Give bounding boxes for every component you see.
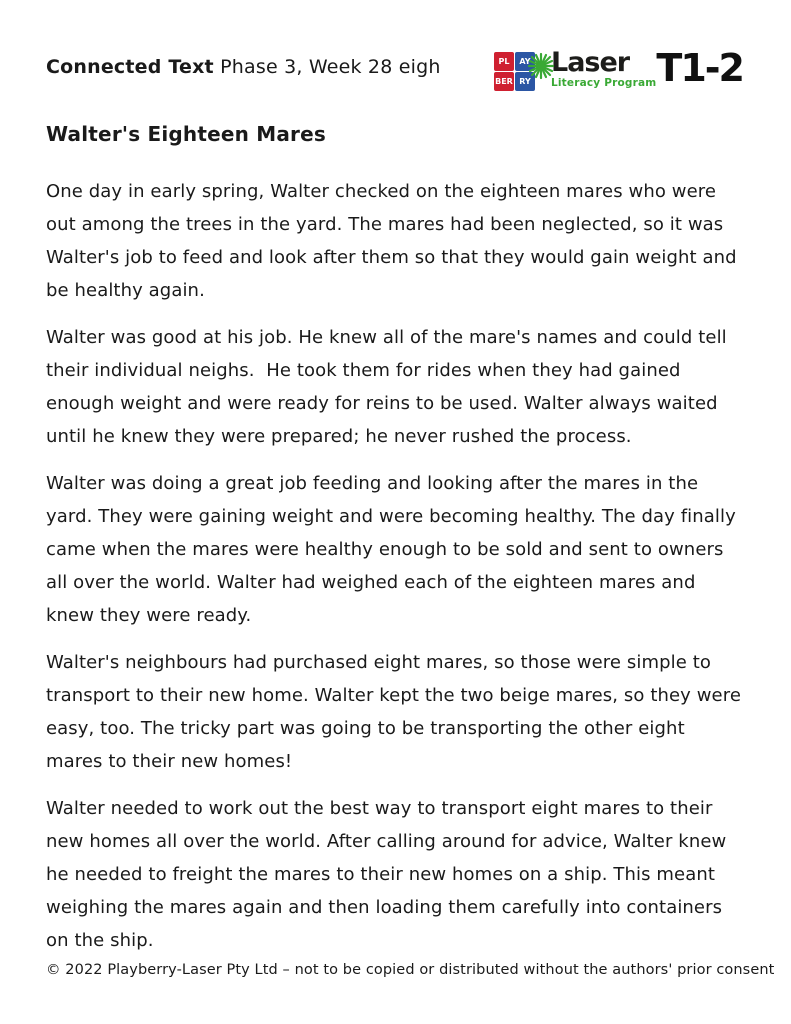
header-text xyxy=(46,50,441,78)
course-detail: Phase 3, Week 28 eigh xyxy=(213,56,441,78)
puzzle-tile: PL xyxy=(494,52,514,71)
laser-wordmark: Laser xyxy=(550,47,630,78)
header xyxy=(46,46,745,91)
playberry-laser-logo xyxy=(494,46,743,91)
paragraph: Walter's neighbours had purchased eight mares, so those were simple to transport to their new home. Walter kept the two beige mares, so they were easy, too. The tricky part was going to be transporting the other eight mares to their new homes! xyxy=(46,652,747,772)
literacy-program-label: Literacy Program xyxy=(550,77,657,89)
level-badge: T1-2 xyxy=(656,46,743,90)
paragraph: Walter was good at his job. He knew all of the mare's names and could tell their individual neighs. He took them for rides when they had gained enough weight and were ready for reins to be used. Walter always waited until he knew they were prepared; he never rushed the process. xyxy=(46,327,733,447)
puzzle-tile: RY xyxy=(515,72,535,91)
laser-wordmark-stack xyxy=(550,47,657,89)
paragraph: Walter needed to work out the best way to transport eight mares to their new homes all over the world. After calling around for advice, Walter knew he needed to freight the mares to their new homes on a ship. This meant weighing the mares again and then loading them carefully into containers on the ship. xyxy=(46,798,733,951)
puzzle-tile: AY xyxy=(515,52,535,71)
puzzle-tile: BER xyxy=(494,72,514,91)
laser-starburst-icon xyxy=(527,52,555,84)
paragraph: One day in early spring, Walter checked on the eighteen mares who were out among the trees in the yard. The mares had been neglected, so it was Walter's job to feed and look after them so that they would gain weight and be healthy again. xyxy=(46,181,743,301)
paragraph: Walter was doing a great job feeding and looking after the mares in the yard. They were gaining weight and were becoming healthy. The day finally came when the mares were healthy enough to be sold and sent to owners all over the world. Walter had weighed each of the eighteen mares and knew they were ready. xyxy=(46,473,742,626)
story-body xyxy=(46,175,746,957)
page-title: Walter's Eighteen Mares xyxy=(46,122,326,146)
copyright-notice: © 2022 Playberry-Laser Pty Ltd – not to be copied or distributed without the authors' prior consent xyxy=(46,962,775,978)
course-label: Connected Text xyxy=(46,56,214,78)
